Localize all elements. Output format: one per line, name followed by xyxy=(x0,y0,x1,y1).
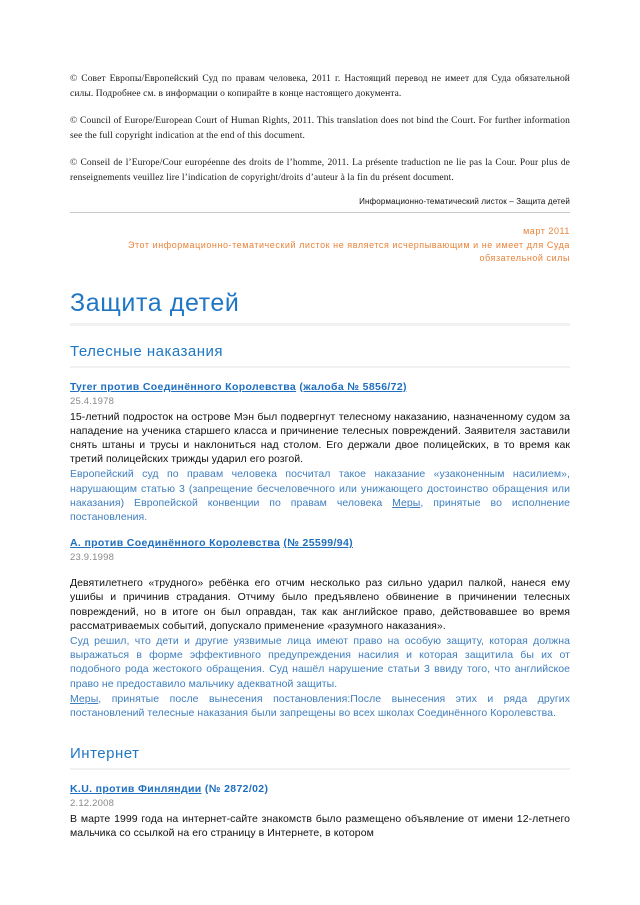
case-application-number[interactable]: (жалоба № 5856/72) xyxy=(299,380,407,393)
disclaimer-date: март 2011 xyxy=(523,226,570,236)
copyright-russian: © Совет Европы/Европейский Суд по правам человека, 2011 г. Настоящий перевод не имеет для Суда обязательной силы. Подробнее см. в информации о копирайте в конце настоящего документа. xyxy=(70,74,570,99)
disclaimer-note: Этот информационно-тематический листок не является исчерпывающим и не имеет для Суда обязательной силы xyxy=(127,239,570,263)
measures-link[interactable]: Меры xyxy=(70,692,99,705)
copyright-french: © Conseil de l’Europe/Cour européenne des droits de l’homme, 2011. La présente traduction ne lie pas la Cour. Pour plus de renseignements veuillez lire l’indication de copyright/droits d’auteur à la fin du présent document. xyxy=(70,158,570,183)
page-title: Защита детей xyxy=(70,288,570,326)
case-name-link[interactable]: Tyrer против Соединённого Королевства xyxy=(70,380,297,393)
section-heading-corporal-punishment: Телесные наказания xyxy=(70,342,570,368)
case-date: 2.12.2008 xyxy=(70,798,115,810)
case-title-ku-v-finland[interactable] xyxy=(70,782,570,796)
copyright-block xyxy=(70,0,570,186)
case-ruling-text: Европейский суд по правам человека посчитал такое наказание «узаконенным насилием», нарушающим статью 3 (запрещение бесчеловечного или унижающего достоинство обращения или наказания) Европейской конвенции по правам человека xyxy=(70,468,570,509)
case-ruling: Суд решил, что дети и другие уязвимые лица имеют право на особую защиту, которая должна выражаться в форме эффективного предупреждения насилия и которая защитила бы их от подобного рода жестокого обращения. Суд нашёл нарушение статьи 3 ввиду того, что английское право не предоставило мальчику адекватной защиты. xyxy=(70,634,570,690)
disclaimer-block xyxy=(70,225,570,266)
case-summary: Девятилетнего «трудного» ребёнка его отчим несколько раз сильно ударил палкой, нанеся ему ушибы и причинив страдания. Отчиму было предъявлено обвинение в причинении телесных повреждений, но в итоге он был оправдан, так как английское право, действовавшее во время рассматриваемых событий, допускало применение «разумного наказания». xyxy=(70,577,570,632)
case-measures-text: , принятые после вынесения постановления:После вынесения этих и ряда других постановлений телесные наказания были запрещены во всех школах Соединённого Королевства. xyxy=(70,692,570,719)
measures-link[interactable]: Меры xyxy=(392,496,421,509)
case-entry-a-v-uk xyxy=(70,536,570,720)
case-ruling xyxy=(70,467,570,524)
case-title-a-v-uk[interactable] xyxy=(70,536,570,550)
case-name-link[interactable]: A. против Соединённого Королевства xyxy=(70,537,281,550)
case-date: 23.9.1998 xyxy=(70,552,115,564)
case-summary: В марте 1999 года на интернет-сайте знакомств было размещено объявление от имени 12-летнего мальчика со ссылкой на его страницу в Интернете, в котором xyxy=(70,813,570,840)
case-measures xyxy=(70,692,570,720)
case-application-number[interactable]: (№ 25599/94) xyxy=(283,537,353,550)
case-name-link[interactable]: K.U. против Финляндии xyxy=(70,783,202,796)
case-ruling-tail: , принятые во исполнение постановления. xyxy=(70,496,570,523)
case-title-tyrer[interactable] xyxy=(70,380,570,394)
case-entry-tyrer xyxy=(70,380,570,525)
case-application-number: (№ 2872/02) xyxy=(204,783,269,796)
case-date: 25.4.1978 xyxy=(70,395,115,407)
case-summary: 15-летний подросток на острове Мэн был подвергнут телесному наказанию, назначенному судом за нападение на ученика старшего класса и причинение телесных повреждений. Заявителя заставили снять штаны и трусы и наклониться над столом. Его держали двое полицейских, в то время как третий полицейских трижды ударил его розгой. xyxy=(70,410,570,466)
running-header: Информационно-тематический листок – Защита детей xyxy=(70,197,570,213)
case-entry-ku-v-finland xyxy=(70,782,570,840)
section-heading-internet: Интернет xyxy=(70,744,570,770)
copyright-english: © Council of Europe/European Court of Human Rights, 2011. This translation does not bind the Court. For further information see the full copyright indication at the end of this document. xyxy=(70,116,570,141)
